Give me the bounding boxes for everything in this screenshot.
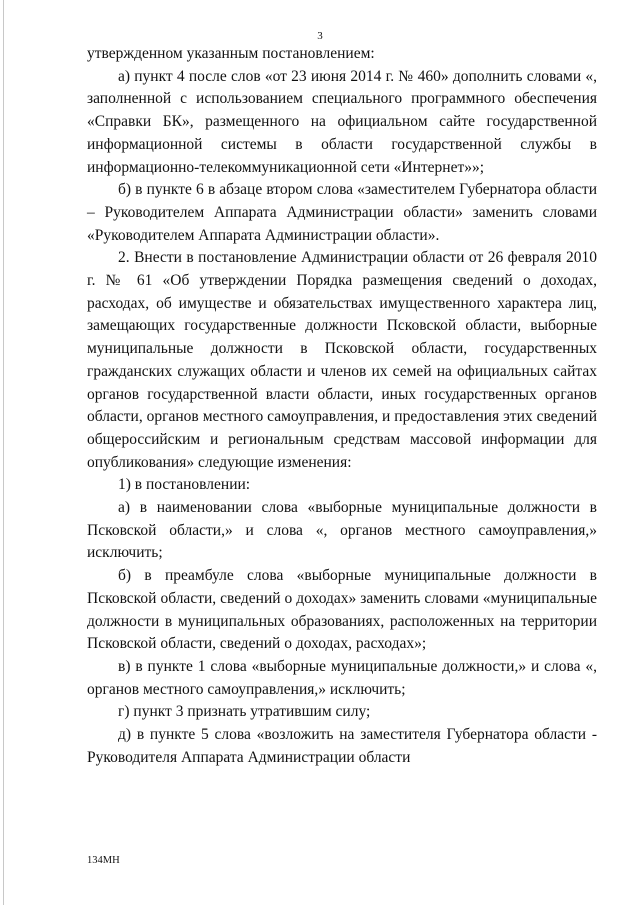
document-body xyxy=(87,43,597,770)
paragraph-4: 2. Внести в постановление Администрации области от 26 февраля 2010 г. № 61 «Об утверждении Порядка размещения сведений о доходах, расходах, об имуществе и обязательствах имущественного характера лиц, замещающих государственные должности Псковской области, выборные муниципальные должности в Псковской области, государственных гражданских служащих области и членов их семей на официальных сайтах органов государственной власти области, иных государственных органов области, органов местного самоуправления, и предоставления этих сведений общероссийским и региональным средствам массовой информации для опубликования» следующие изменения: xyxy=(87,249,597,471)
footer-code: 134МН xyxy=(87,855,120,866)
paragraph-7: б) в преамбуле слова «выборные муниципальные должности в Псковской области, сведений о доходах» заменить словами «муниципальные должности в муниципальных образованиях, расположенных на территории Псковской области, сведений о доходах, расходах»; xyxy=(87,567,597,653)
scan-edge-line xyxy=(3,0,4,905)
paragraph-3: б) в пункте 6 в абзаце втором слова «заместителем Губернатора области – Руководителем Аппарата Администрации области» заменить словами «Руководителем Аппарата Администрации области». xyxy=(87,181,597,244)
paragraph-8: в) в пункте 1 слова «выборные муниципальные должности,» и слова «, органов местного самоуправления,» исключить; xyxy=(87,657,597,698)
paragraph-1: утвержденном указанным постановлением: xyxy=(87,45,375,62)
paragraph-10: д) в пункте 5 слова «возложить на заместителя Губернатора области - Руководителя Аппарата Администрации области xyxy=(87,726,597,766)
paragraph-2: а) пункт 4 после слов «от 23 июня 2014 г. № 460» дополнить словами «, заполненной с использованием специального программного обеспечения «Справки БК», размещенного на официальном сайте государственной информационной системы в области государственной службы в информационно-телекоммуникационной сети «Интернет»»; xyxy=(87,67,597,176)
paragraph-6: а) в наименовании слова «выборные муниципальные должности в Псковской области,» и слова «, органов местного самоуправления,» исключить; xyxy=(87,499,597,562)
page-number: 3 xyxy=(317,30,323,42)
paragraph-9: г) пункт 3 признать утратившим силу; xyxy=(118,703,371,721)
paragraph-5: 1) в постановлении: xyxy=(118,476,251,494)
